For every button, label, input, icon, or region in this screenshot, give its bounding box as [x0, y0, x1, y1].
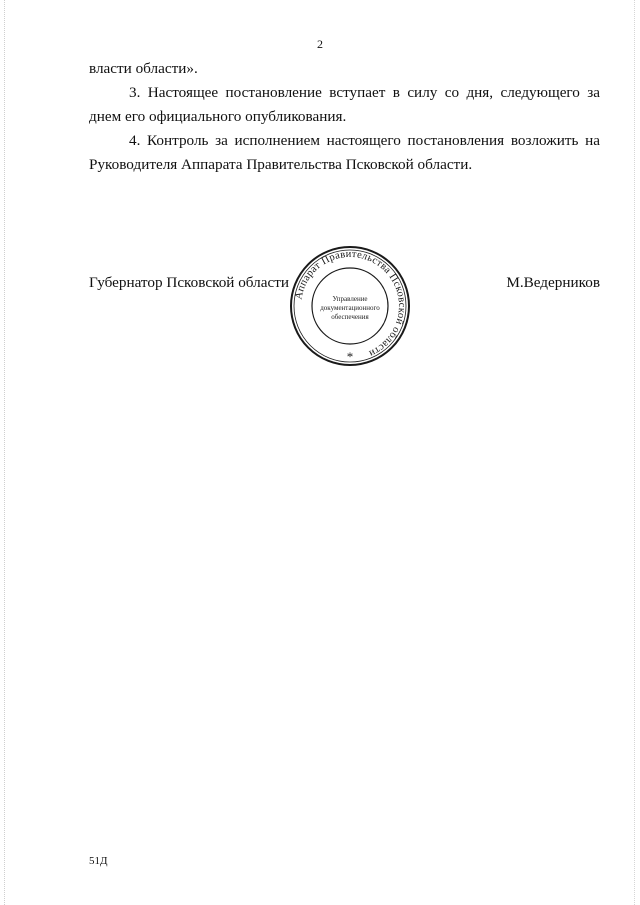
seal-inner-line-1: Управление	[332, 295, 368, 303]
signatory-name: М.Ведерников	[506, 274, 600, 291]
document-body	[89, 57, 600, 177]
seal-stamp	[288, 244, 412, 368]
page-number: 2	[317, 37, 323, 51]
seal-inner-line-2: документационного	[320, 304, 380, 312]
seal-outer-text: Аппарат Правительства Псковской области	[293, 248, 408, 359]
continuation-line: власти области».	[89, 60, 198, 77]
scan-edge-left	[4, 0, 5, 905]
seal-inner-line-3: обеспечения	[331, 313, 369, 321]
signatory-position: Губернатор Псковской области	[89, 274, 289, 291]
scan-edge-right	[634, 0, 635, 905]
paragraph-point-3: 3. Настоящее постановление вступает в силу со дня, следующего за днем его официального опубликования.	[89, 84, 600, 125]
paragraph-point-4: 4. Контроль за исполнением настоящего постановления возложить на Руководителя Аппарата Правительства Псковской области.	[89, 132, 600, 173]
official-seal	[288, 244, 412, 368]
document-code: 51Д	[89, 855, 108, 867]
seal-star-icon: *	[346, 349, 354, 364]
